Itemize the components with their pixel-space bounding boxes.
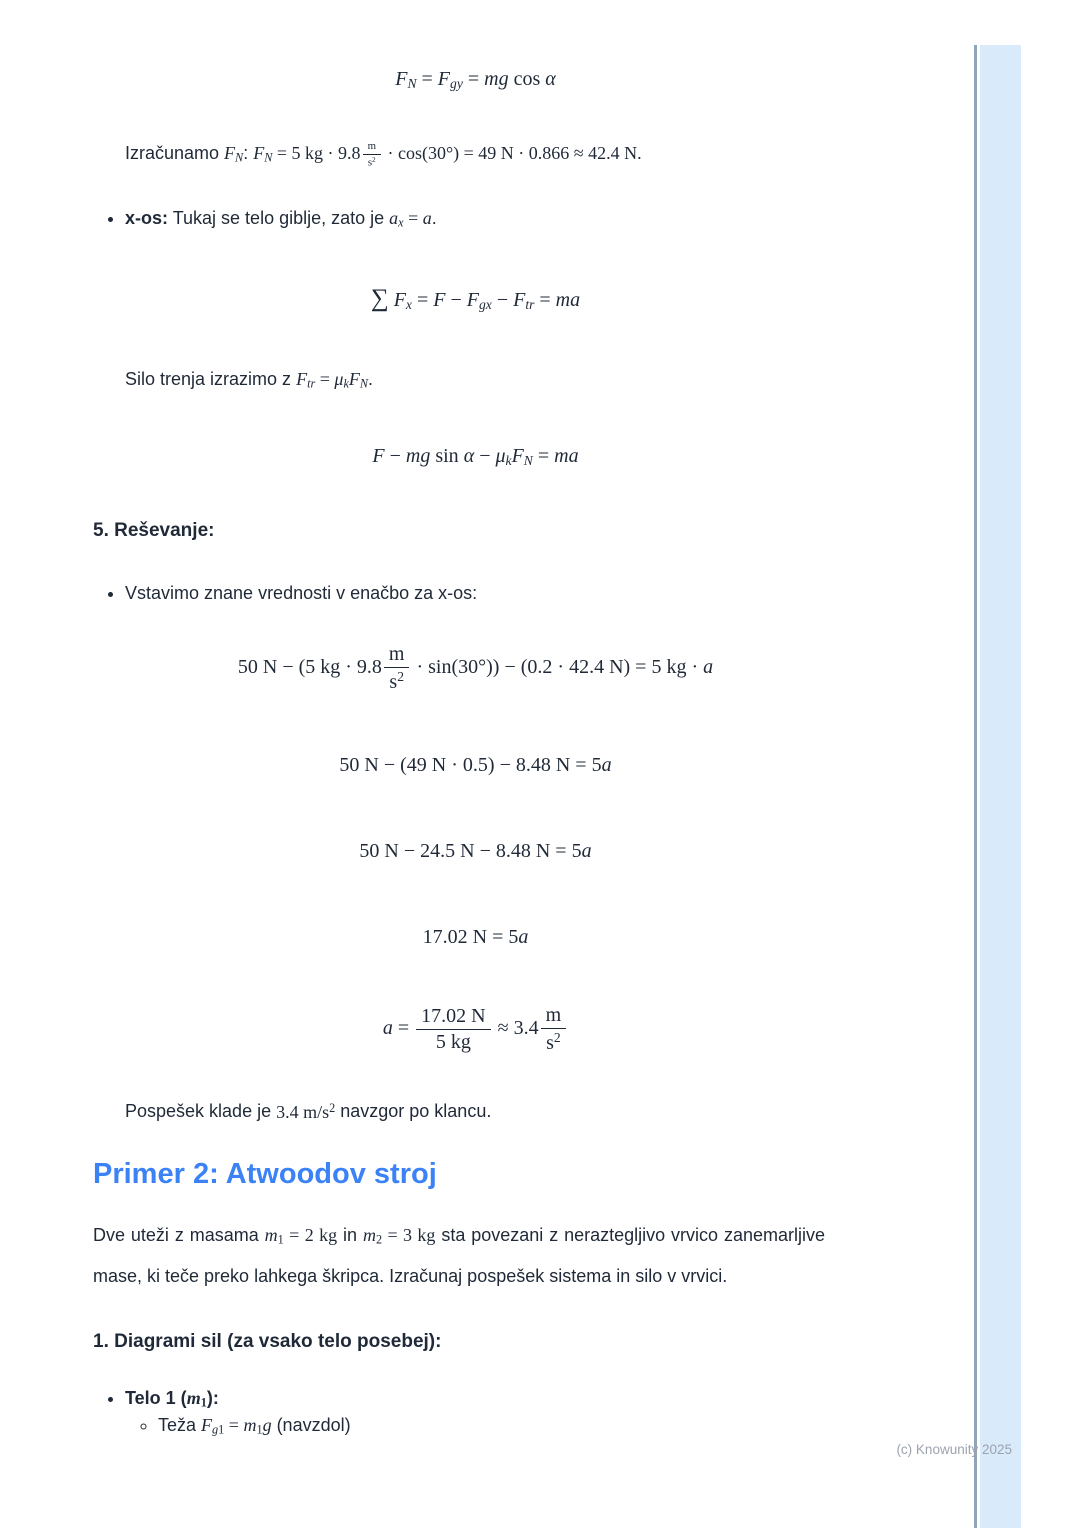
bullet-telo-1-label: Telo 1 $(m_1)$: [125,1387,219,1410]
bullet-item-telo-1 [125,1385,858,1439]
para-pospesek: Pospešek klade je 3.4 $m/s^2$ navzgor po klancu. [125,1100,492,1122]
scrollbar-track[interactable] [980,45,1021,1528]
para-atwood-intro: Dve uteži z masama $m_1 = 2$ kg in $m_2 = 3$ kg sta povezani z neraztegljivo vrvico zanemarljive mase, ki teče preko lahkega škripca. Izračunaj pospešek sistema in silo v vrvici. [93,1225,826,1286]
heading-resevanje: 5. Reševanje: [93,520,215,542]
equation-step-3: 50 N − 24.5 N − 8.48 N = 5a [359,839,592,862]
heading-primer-2: Primer 2: Atwoodov stroj [93,1157,437,1190]
bullet-list-telo [93,1385,858,1439]
para-silo-trenja: Silo trenja izrazimo z $F_{tr} = \mu_kF_N$. [125,368,374,391]
sub-bullet-teza: ◦ Teža $F_{g1} = m_1g$ (navzdol) [158,1412,858,1439]
equation-normal-force: $F_N = F_{gy}$ = mg cos α [395,68,556,91]
equation-step-5: a = $\frac{17.02 N}{5 kg}$ ≈ 3.4 $\frac{m}{s^2}$ [93,1004,858,1055]
bullet-list-xos [93,205,858,232]
equation-step-1: 50 N − (5 kg · 9.8 $\frac{m}{s^2}$ · sin(30°)) − (0.2 · 42.4 N) = 5 kg · a [237,642,714,693]
watermark-copyright: (c) Knowunity 2025 [896,1442,1012,1457]
bullet-list-vstavimo [93,580,858,607]
equation-sum-x: ∑ $F_x = F - F_{gx} - F_{tr}$ = ma [370,285,581,313]
page-edge-line [974,45,977,1528]
heading-diagrami: 1. Diagrami sil (za vsako telo posebej): [93,1331,442,1353]
equation-step-2: 50 N − (49 N · 0.5) − 8.48 N = 5a [339,753,612,776]
equation-step-4: 17.02 N = 5a [422,925,529,948]
equation-friction: F − mg $\sin \alpha - \mu_kF_N$ = ma [372,445,579,468]
sub-bullet-list-telo-1 [125,1412,858,1439]
bullet-item-vstavimo: • Vstavimo znane vrednosti v enačbo za x-os: [125,580,858,607]
para-izracunamo: Izračunamo $F_N$: $F_N = 5$ kg · 9.8 $\frac{m}{s^2}$ · cos(30°) = 49 N · 0.866 ≈ 42.4 N. [125,140,642,169]
bullet-item-x-os: • x-os: Tukaj se telo giblje, zato je $a_x = a$. [125,205,858,232]
